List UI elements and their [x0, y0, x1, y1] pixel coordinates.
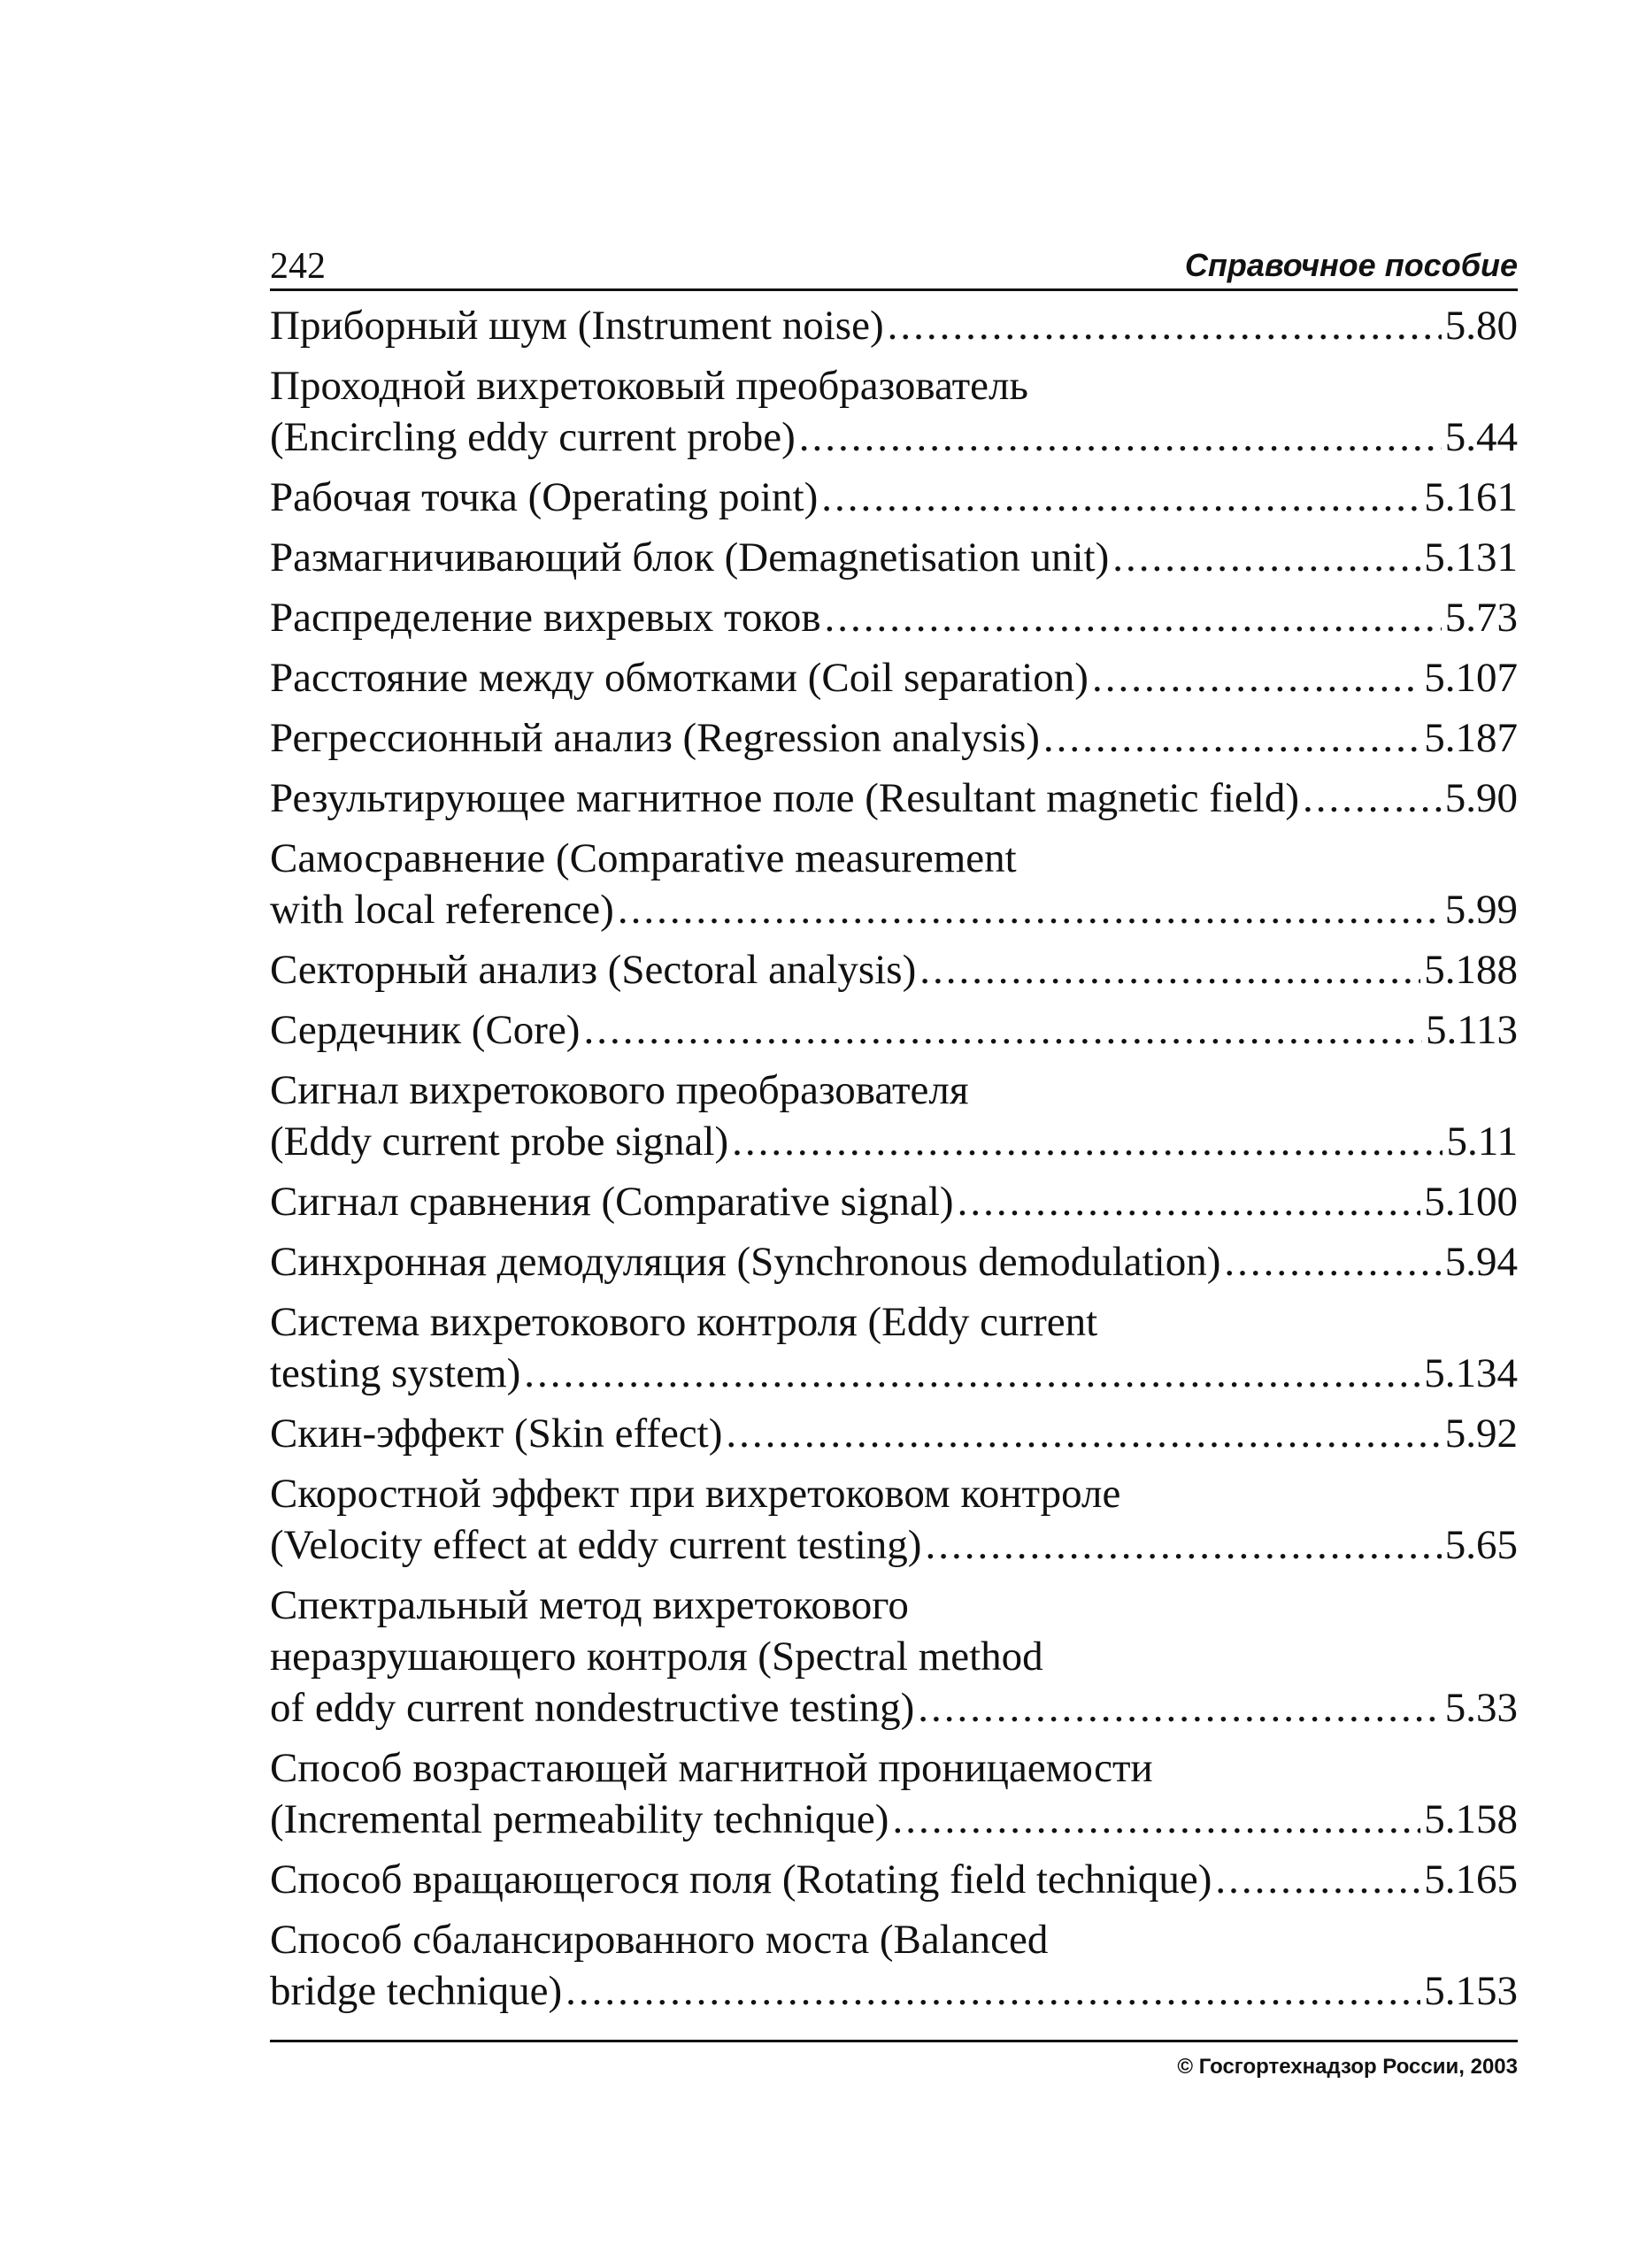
entry-term-line: Размагничивающий блок (Demagnetisation unit) — [270, 534, 1110, 580]
index-entry — [270, 1854, 1518, 1905]
entry-reference: 5.92 — [1444, 1411, 1518, 1457]
index-entry — [270, 652, 1518, 703]
page-footer — [270, 2040, 1518, 2080]
entry-last-line — [270, 884, 1518, 935]
entry-last-line — [270, 652, 1518, 703]
index-entry — [270, 300, 1518, 351]
entry-reference: 5.161 — [1424, 474, 1518, 520]
entry-term-line: bridge technique) — [270, 1968, 563, 2014]
entry-term-line: Расстояние между обмотками (Coil separation) — [270, 655, 1089, 701]
entry-reference: 5.153 — [1424, 1968, 1518, 2014]
entry-term-line: of eddy current nondestructive testing) — [270, 1685, 915, 1731]
entry-last-line — [270, 472, 1518, 523]
dot-leader — [888, 300, 1442, 351]
entry-last-line — [270, 592, 1518, 643]
page-header — [270, 239, 1518, 291]
entry-last-line — [270, 1408, 1518, 1459]
page — [270, 239, 1518, 2080]
entry-term-line: Сигнал сравнения (Comparative signal) — [270, 1179, 954, 1225]
entry-term-line: Способ вращающегося поля (Rotating field technique) — [270, 1857, 1212, 1903]
entry-term-line: Регрессионный анализ (Regression analysis) — [270, 715, 1040, 761]
entry-last-line — [270, 1236, 1518, 1288]
index-entry — [270, 1065, 1518, 1167]
running-title: Справочное пособие — [1184, 247, 1518, 283]
index-entry — [270, 773, 1518, 824]
index-entry — [270, 592, 1518, 643]
entry-reference: 5.44 — [1444, 414, 1518, 460]
entry-term-line: (Incremental permeability technique) — [270, 1796, 889, 1842]
entry-reference: 5.187 — [1424, 715, 1518, 761]
entry-reference: 5.33 — [1444, 1685, 1518, 1731]
entry-term-line: неразрушающего контроля (Spectral method — [270, 1634, 1043, 1680]
entry-reference: 5.158 — [1424, 1796, 1518, 1842]
entry-term-line: Распределение вихревых токов — [270, 595, 821, 641]
dot-leader — [732, 1116, 1443, 1167]
entry-reference: 5.131 — [1424, 534, 1518, 580]
index-entry — [270, 1742, 1518, 1845]
entry-reference: 5.134 — [1424, 1350, 1518, 1396]
entry-last-line — [270, 712, 1518, 764]
entry-last-line — [270, 1004, 1518, 1056]
entry-term-line: Способ сбалансированного моста (Balanced — [270, 1917, 1049, 1963]
entry-reference: 5.188 — [1424, 947, 1518, 993]
dot-leader — [524, 1348, 1420, 1399]
dot-leader — [919, 944, 1420, 996]
index-entry — [270, 1176, 1518, 1227]
dot-leader — [821, 472, 1420, 523]
entry-term-line: Секторный анализ (Sectoral analysis) — [270, 947, 917, 993]
index-entry — [270, 472, 1518, 523]
dot-leader — [918, 1682, 1441, 1734]
entry-reference: 5.94 — [1444, 1239, 1518, 1285]
entry-reference: 5.107 — [1424, 655, 1518, 701]
entry-term-line: testing system) — [270, 1350, 521, 1396]
entry-reference: 5.90 — [1444, 775, 1518, 821]
dot-leader — [1224, 1236, 1441, 1288]
entry-last-line — [270, 944, 1518, 996]
dot-leader — [1303, 773, 1442, 824]
dot-leader — [726, 1408, 1441, 1459]
entry-reference: 5.165 — [1424, 1857, 1518, 1903]
entry-last-line — [270, 1348, 1518, 1399]
dot-leader — [583, 1004, 1422, 1056]
entry-last-line — [270, 1682, 1518, 1734]
index-entry — [270, 1408, 1518, 1459]
index-entry — [270, 1914, 1518, 2017]
index-entry — [270, 833, 1518, 935]
entry-term-line: Синхронная демодуляция (Synchronous demodulation) — [270, 1239, 1221, 1285]
dot-leader — [825, 592, 1442, 643]
index-entry — [270, 1580, 1518, 1734]
dot-leader — [892, 1794, 1420, 1845]
index-entry — [270, 944, 1518, 996]
entry-term-line: Сердечник (Core) — [270, 1007, 581, 1053]
entry-last-line — [270, 411, 1518, 463]
entry-reference: 5.11 — [1446, 1119, 1518, 1165]
index-entry — [270, 1296, 1518, 1399]
entry-term-line: Приборный шум (Instrument noise) — [270, 303, 884, 349]
index-entry — [270, 1004, 1518, 1056]
entry-term-line: Скин-эффект (Skin effect) — [270, 1411, 723, 1457]
entry-last-line — [270, 1965, 1518, 2017]
entry-term-line: Сигнал вихретокового преобразователя — [270, 1067, 969, 1113]
dot-leader — [1215, 1854, 1420, 1905]
dot-leader — [799, 411, 1442, 463]
entry-term-line: Скоростной эффект при вихретоковом контроле — [270, 1471, 1121, 1517]
entry-last-line — [270, 1176, 1518, 1227]
entry-last-line — [270, 1794, 1518, 1845]
dot-leader — [1043, 712, 1420, 764]
entry-last-line — [270, 300, 1518, 351]
dot-leader — [1112, 532, 1420, 583]
dot-leader — [565, 1965, 1420, 2017]
index-entry — [270, 1468, 1518, 1571]
entry-reference: 5.80 — [1444, 303, 1518, 349]
dot-leader — [1092, 652, 1420, 703]
entry-term-line: Самосравнение (Comparative measurement — [270, 835, 1017, 881]
index-entry — [270, 532, 1518, 583]
dot-leader — [618, 884, 1442, 935]
entry-term-line: (Velocity effect at eddy current testing) — [270, 1522, 922, 1568]
entry-term-line: (Encircling eddy current probe) — [270, 414, 796, 460]
entry-reference: 5.100 — [1424, 1179, 1518, 1225]
entry-reference: 5.65 — [1444, 1522, 1518, 1568]
entry-reference: 5.99 — [1444, 887, 1518, 933]
copyright-notice: © Госгортехнадзор России, 2003 — [1177, 2055, 1518, 2079]
entry-term-line: Спектральный метод вихретокового — [270, 1582, 909, 1628]
dot-leader — [925, 1519, 1441, 1571]
entry-last-line — [270, 1854, 1518, 1905]
entry-term-line: Проходной вихретоковый преобразователь — [270, 363, 1028, 409]
entry-term-line: with local reference) — [270, 887, 614, 933]
page-number: 242 — [270, 246, 326, 287]
index-entry — [270, 1236, 1518, 1288]
entry-last-line — [270, 1116, 1518, 1167]
dot-leader — [958, 1176, 1421, 1227]
entry-last-line — [270, 1519, 1518, 1571]
entry-term-line: Система вихретокового контроля (Eddy current — [270, 1299, 1098, 1345]
entry-term-line: Рабочая точка (Operating point) — [270, 474, 819, 520]
entry-reference: 5.113 — [1425, 1007, 1518, 1053]
index-entries — [270, 300, 1518, 2017]
entry-last-line — [270, 773, 1518, 824]
entry-term-line: Результирующее магнитное поле (Resultant magnetic field) — [270, 775, 1299, 821]
entry-term-line: (Eddy current probe signal) — [270, 1119, 729, 1165]
entry-reference: 5.73 — [1444, 595, 1518, 641]
index-entry — [270, 360, 1518, 463]
index-entry — [270, 712, 1518, 764]
entry-last-line — [270, 532, 1518, 583]
entry-term-line: Способ возрастающей магнитной проницаемости — [270, 1745, 1153, 1791]
